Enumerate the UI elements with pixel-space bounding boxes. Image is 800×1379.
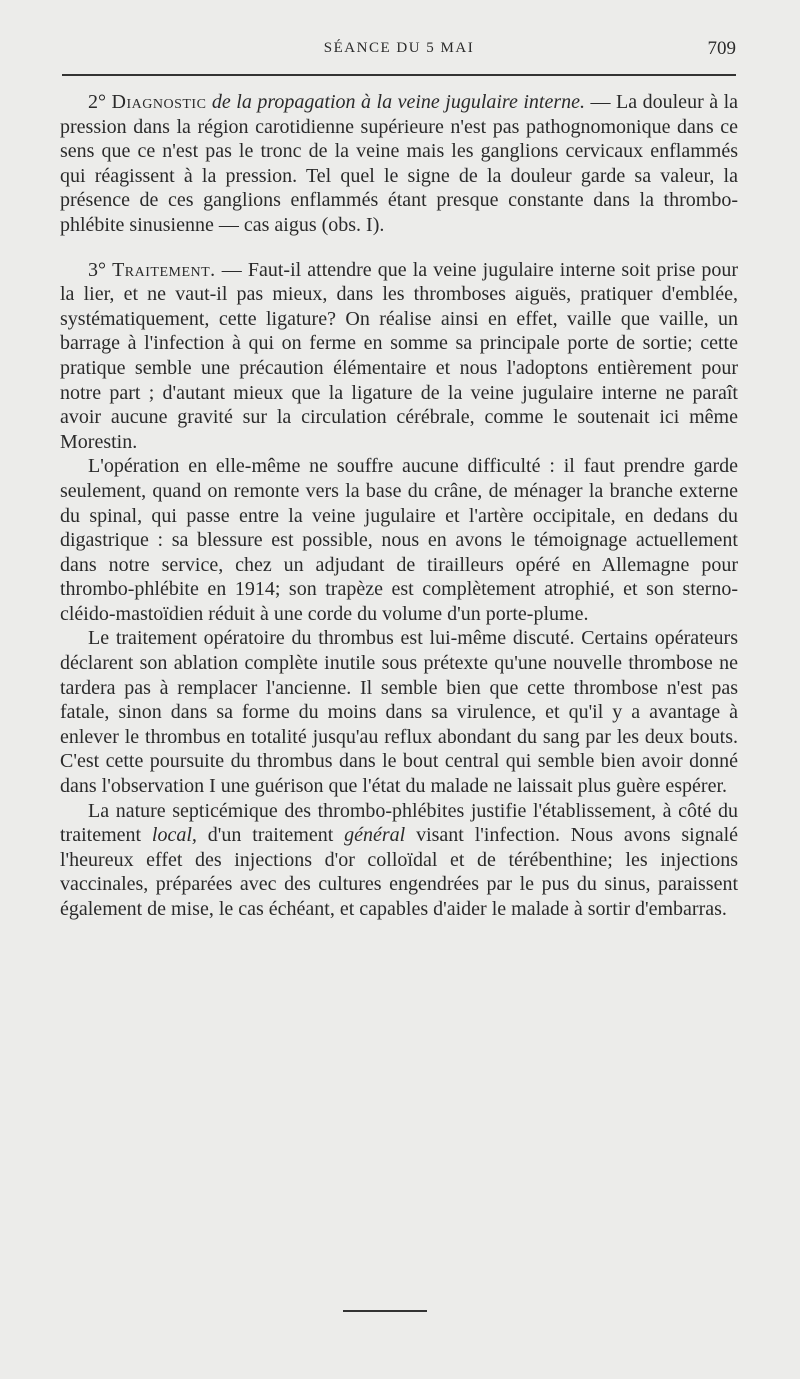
paragraph-final [60,799,738,922]
section-number: 3° [88,258,106,281]
text-run: La nature septicémique des thrombo-phlébites justifie l'établissement, à côté du traitement [60,799,738,847]
page-number: 709 [707,38,736,59]
section-label: Traitement. [112,258,216,281]
text-run: d'un traitement [207,824,334,847]
page-header [62,36,736,64]
section-label: Diagnostic [111,91,207,113]
header-rule [62,74,736,76]
end-rule [343,1310,427,1312]
body-text [60,90,738,922]
running-title: SÉANCE DU 5 MAI [323,40,475,56]
text-run: visant l'infection. Nous avons signalé l'heureux effet des injections d'or colloïdal et de térébenthine; les injections vaccinales, préparées avec des cultures engendrées par le pus du sinus, paraissent également de mise, le cas échéant, et capables d'aider le malade à sortir d'embarras. [60,824,739,920]
paragraph: Le traitement opératoire du thrombus est lui-même discuté. Certains opérateurs déclarent son ablation complète inutile sous prétexte qu'une nouvelle thrombose ne tardera pas à remplacer l'ancienne. Il semble bien que cette thrombose n'est pas fatale, sinon dans sa forme du moins dans sa virulence, et qu'il y a avantage à enlever le thrombus en totalité jusqu'au reflux abondant du sang par les deux bouts. C'est cette poursuite du thrombus dans le bout central qui semble bien avoir donné dans l'observation I une guérison que l'état du malade ne laissait plus guère espérer. [60,627,738,798]
section-gap [60,238,738,258]
section-number: 2° [88,91,106,113]
section-text: — Faut-il attendre que la veine jugulaire interne soit prise pour la lier, et ne vaut-il pas mieux, dans les thromboses aiguës, pratiquer d'emblée, systématiquement, cette ligature? On réalise ainsi en effet, vaille que vaille, un barrage à l'infection à qui on ferme en somme sa principale porte de sortie; cette pratique semble une précaution élémentaire et nous l'adoptons entièrement pour notre part ; d'autant mieux que la ligature de la veine jugulaire interne ne paraît avoir aucune gravité sur la circulation cérébrale, comme le soutenait ici même Morestin. [60,258,739,453]
italic-run: local, [151,824,197,847]
section-title: de la propagation à la veine jugulaire interne. [211,91,586,113]
section-diagnostic [60,90,738,238]
section-traitement [60,258,738,455]
italic-run: général [344,824,406,847]
section-text: — La douleur à la pression dans la région carotidienne supérieure n'est pas pathognomonique dans ce sens que ce n'est pas le tronc de la veine mais les ganglions cervicaux enflammés qui réagissent à la pression. Tel quel le signe de la douleur garde sa valeur, la présence de ces ganglions enflammés étant presque constante dans la thrombo-phlébite sinusienne — cas aigus (obs. I). [60,91,739,236]
paragraph: L'opération en elle-même ne souffre aucune difficulté : il faut prendre garde seulement, quand on remonte vers la base du crâne, de ménager la branche externe du spinal, qui passe entre la veine jugulaire et l'artère occipitale, en dedans du digastrique : sa blessure est possible, nous en avons le témoignage actuellement dans notre service, chez un adjudant de tirailleurs opéré en Allemagne pour thrombo-phlébite en 1914; son trapèze est complètement atrophié, et son sterno-cléido-mastoïdien réduit à une corde du volume d'un porte-plume. [60,455,738,625]
